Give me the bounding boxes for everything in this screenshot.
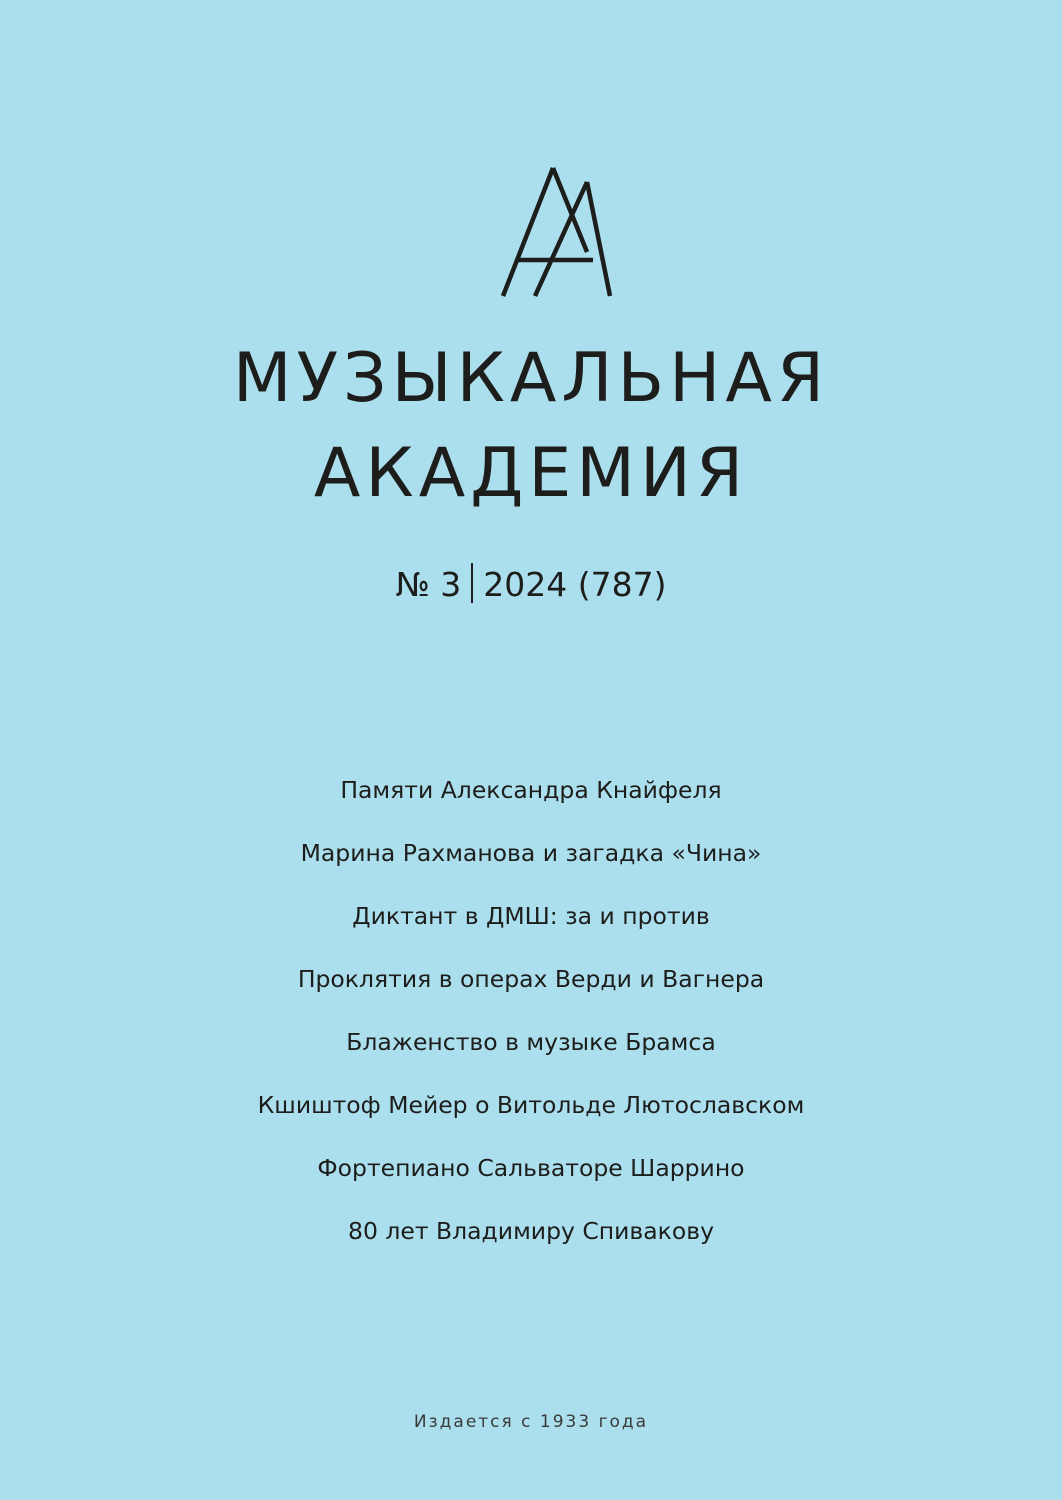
contents-item: Фортепиано Сальваторе Шаррино <box>317 1154 745 1182</box>
contents-list <box>0 773 1062 1277</box>
contents-item: 80 лет Владимиру Спивакову <box>348 1217 714 1245</box>
contents-item: Блаженство в музыке Брамса <box>346 1028 716 1056</box>
issue-number: № 3 <box>395 565 462 604</box>
contents-item: Проклятия в операх Верди и Вагнера <box>297 965 765 993</box>
published-since: Издается с 1933 года <box>413 1412 649 1432</box>
contents-item: Диктант в ДМШ: за и против <box>352 902 710 930</box>
contents-item: Марина Рахманова и загадка «Чина» <box>300 839 762 867</box>
contents-item: Кшиштоф Мейер о Витольде Лютославском <box>257 1091 805 1119</box>
da-monogram-icon <box>495 160 619 302</box>
magazine-title-line2: АКАДЕМИЯ <box>313 434 749 513</box>
contents-item: Памяти Александра Кнайфеля <box>340 776 722 804</box>
magazine-title-line1: МУЗЫКАЛЬНАЯ <box>232 339 830 418</box>
issue-info <box>0 563 1062 603</box>
issue-separator <box>471 563 473 603</box>
issue-year: 2024 (787) <box>483 565 667 604</box>
